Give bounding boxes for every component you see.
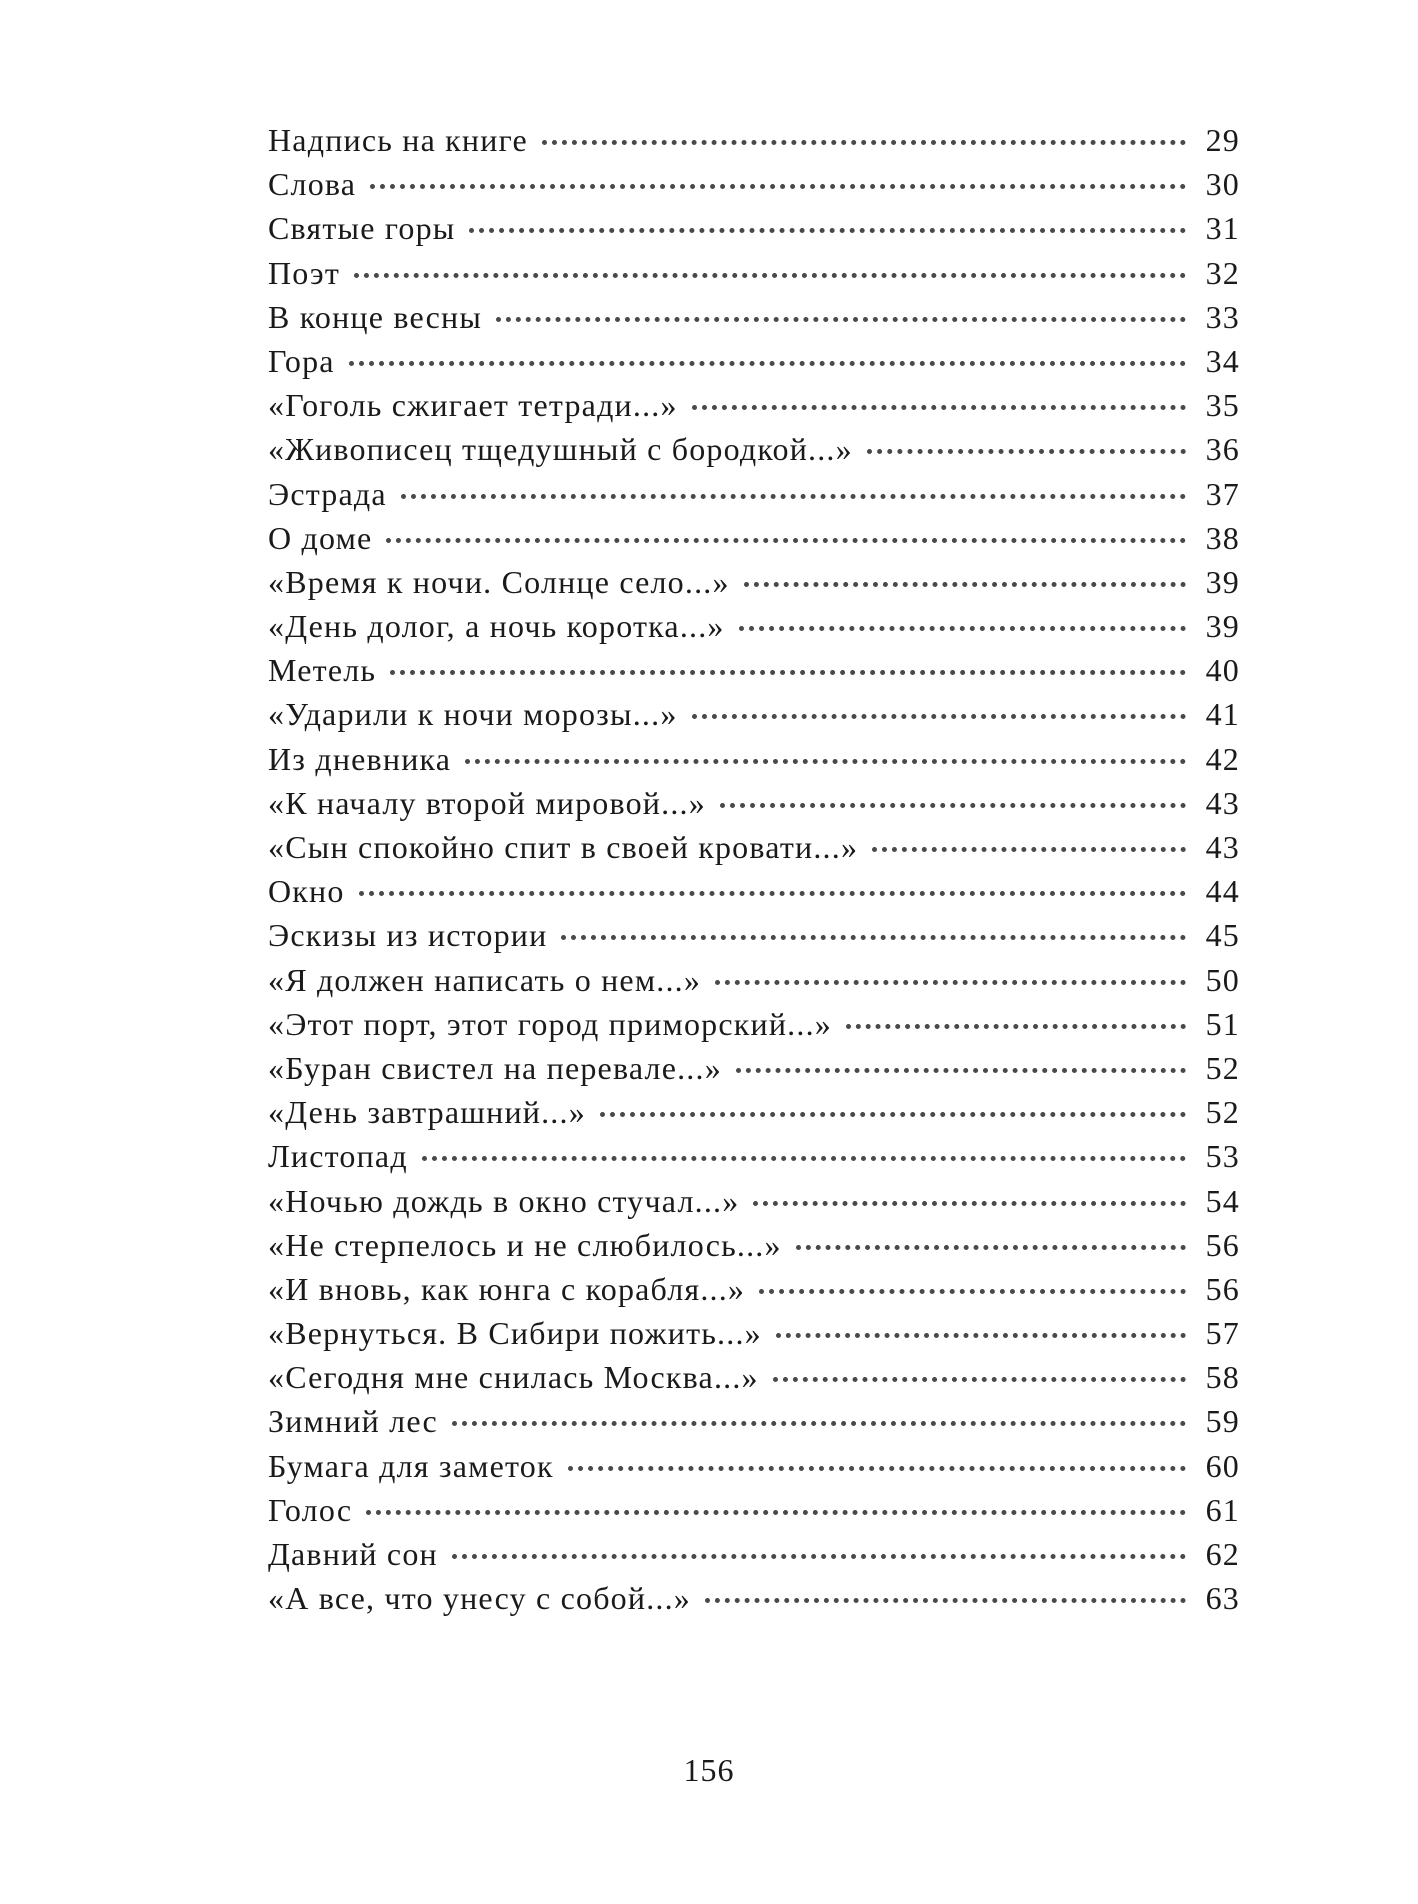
toc-entry-title: Эстрада — [268, 475, 387, 512]
toc-entry-page: 35 — [1205, 387, 1240, 424]
dot-leader — [386, 538, 1186, 543]
toc-entry-page: 36 — [1205, 431, 1240, 468]
toc-entry-title: «Не стерпелось и не слюбилось...» — [268, 1226, 782, 1263]
toc-entry-title: О доме — [268, 519, 373, 556]
toc-entry — [268, 1448, 1240, 1492]
toc-entry-page: 50 — [1205, 961, 1240, 998]
dot-leader — [469, 228, 1186, 233]
toc-entry — [268, 1183, 1240, 1227]
dot-leader — [452, 1421, 1186, 1426]
toc-entry-page: 29 — [1205, 122, 1240, 158]
toc-entry-page: 52 — [1205, 1094, 1240, 1131]
toc-entry-title: «День завтрашний...» — [268, 1094, 586, 1131]
toc-entry-title: «Ударили к ночи морозы...» — [268, 696, 678, 733]
toc-entry — [268, 1094, 1240, 1138]
toc-entry-page: 42 — [1205, 740, 1240, 777]
toc-entry-page: 30 — [1205, 166, 1240, 203]
toc-entry-page: 38 — [1205, 519, 1240, 556]
toc-entry — [268, 210, 1240, 254]
toc-entry-title: «Живописец тщедушный с бородкой...» — [268, 431, 853, 468]
toc-entry — [268, 431, 1240, 475]
toc-entry-page: 57 — [1205, 1315, 1240, 1352]
toc-entry-title: «Сын спокойно спит в своей кровати...» — [268, 829, 859, 865]
toc-entry-title: Окно — [268, 873, 345, 910]
toc-entry-page: 39 — [1205, 563, 1240, 600]
dot-leader — [715, 980, 1186, 985]
dot-leader — [600, 1112, 1186, 1117]
toc-entry — [268, 873, 1240, 917]
toc-entry — [268, 962, 1240, 1006]
toc-entry-page: 31 — [1205, 210, 1240, 247]
dot-leader — [744, 582, 1186, 587]
toc-entry — [268, 520, 1240, 564]
dot-leader — [776, 1333, 1186, 1338]
toc-entry — [268, 1315, 1240, 1359]
dot-leader — [739, 626, 1186, 631]
toc-entry-page: 33 — [1205, 298, 1240, 335]
toc-entry — [268, 166, 1240, 210]
toc-entry-title: Голос — [268, 1491, 353, 1528]
toc-entry-page: 45 — [1205, 917, 1240, 954]
dot-leader — [736, 1068, 1186, 1073]
toc-entry — [268, 299, 1240, 343]
toc-entry — [268, 829, 1240, 873]
toc-entry-page: 62 — [1205, 1536, 1240, 1572]
toc-entry — [268, 564, 1240, 608]
dot-leader — [366, 1510, 1186, 1515]
toc-entry-title: Эскизы из истории — [268, 917, 548, 954]
dot-leader — [692, 405, 1186, 410]
toc-entry-page: 52 — [1205, 1049, 1240, 1086]
dot-leader — [465, 759, 1186, 764]
toc-entry-page: 59 — [1205, 1403, 1240, 1440]
toc-entry-page: 56 — [1205, 1270, 1240, 1307]
table-of-contents — [268, 122, 1240, 1624]
toc-entry-title: «День долог, а ночь коротка...» — [268, 608, 725, 645]
dot-leader — [390, 670, 1186, 675]
toc-entry — [268, 1006, 1240, 1050]
toc-entry — [268, 1580, 1240, 1624]
toc-entry-page: 39 — [1205, 608, 1240, 645]
toc-entry-page: 43 — [1205, 829, 1240, 865]
toc-entry-title: Из дневника — [268, 740, 452, 777]
toc-entry-page: 37 — [1205, 475, 1240, 512]
toc-entry-page: 51 — [1205, 1005, 1240, 1042]
toc-entry — [268, 1536, 1240, 1580]
toc-entry — [268, 122, 1240, 166]
toc-entry-title: Бумага для заметок — [268, 1447, 554, 1484]
toc-entry — [268, 1138, 1240, 1182]
dot-leader — [872, 847, 1186, 852]
toc-entry-title: «К началу второй мировой...» — [268, 784, 706, 821]
toc-entry — [268, 1403, 1240, 1447]
dot-leader — [354, 273, 1186, 278]
toc-entry-title: «А все, что унесу с собой...» — [268, 1580, 692, 1617]
toc-entry — [268, 343, 1240, 387]
dot-leader — [846, 1024, 1186, 1029]
toc-entry-title: «Гоголь сжигает тетради...» — [268, 387, 678, 424]
toc-entry — [268, 1271, 1240, 1315]
toc-entry-title: «Ночью дождь в окно стучал...» — [268, 1182, 740, 1219]
toc-entry-page: 34 — [1205, 342, 1240, 379]
dot-leader — [422, 1156, 1186, 1161]
toc-entry — [268, 785, 1240, 829]
toc-entry-page: 56 — [1205, 1226, 1240, 1263]
toc-entry-title: Гора — [268, 342, 335, 379]
toc-entry-page: 53 — [1205, 1138, 1240, 1175]
dot-leader — [692, 714, 1186, 719]
toc-entry — [268, 1359, 1240, 1403]
toc-entry-title: «Время к ночи. Солнце село...» — [268, 563, 730, 600]
toc-entry-title: Святые горы — [268, 210, 456, 247]
toc-entry-title: «И вновь, как юнга с корабля...» — [268, 1270, 746, 1307]
toc-entry-title: Надпись на книге — [268, 122, 528, 158]
toc-entry-title: «Буран свистел на перевале...» — [268, 1049, 722, 1086]
toc-entry-title: «Я должен написать о нем...» — [268, 961, 702, 998]
toc-entry — [268, 741, 1240, 785]
toc-entry — [268, 1050, 1240, 1094]
toc-entry — [268, 608, 1240, 652]
dot-leader — [542, 140, 1186, 145]
toc-entry-page: 58 — [1205, 1359, 1240, 1396]
toc-entry-title: Метель — [268, 652, 377, 689]
toc-entry-title: «Этот порт, этот город приморский...» — [268, 1005, 832, 1042]
toc-entry-page: 44 — [1205, 873, 1240, 910]
dot-leader — [496, 317, 1186, 322]
toc-entry-page: 61 — [1205, 1491, 1240, 1528]
toc-entry-title: «Вернуться. В Сибири пожить...» — [268, 1315, 762, 1352]
toc-entry-title: Поэт — [268, 254, 341, 291]
toc-entry — [268, 476, 1240, 520]
dot-leader — [759, 1289, 1186, 1294]
dot-leader — [568, 1466, 1186, 1471]
toc-entry-title: Зимний лес — [268, 1403, 438, 1440]
toc-entry — [268, 1492, 1240, 1536]
toc-entry-page: 32 — [1205, 254, 1240, 291]
dot-leader — [705, 1598, 1186, 1603]
dot-leader — [401, 494, 1186, 499]
toc-entry-title: «Сегодня мне снилась Москва...» — [268, 1359, 759, 1396]
toc-entry — [268, 917, 1240, 961]
dot-leader — [773, 1377, 1186, 1382]
toc-entry-title: Слова — [268, 166, 357, 203]
dot-leader — [561, 935, 1186, 940]
toc-entry-page: 63 — [1205, 1580, 1240, 1617]
dot-leader — [796, 1245, 1186, 1250]
dot-leader — [720, 803, 1186, 808]
dot-leader — [753, 1201, 1186, 1206]
toc-entry-page: 54 — [1205, 1182, 1240, 1219]
toc-entry — [268, 1227, 1240, 1271]
dot-leader — [867, 449, 1186, 454]
dot-leader — [370, 184, 1186, 189]
dot-leader — [349, 361, 1186, 366]
dot-leader — [452, 1554, 1186, 1559]
toc-entry — [268, 255, 1240, 299]
page-number: 156 — [683, 1752, 735, 1788]
toc-entry-title: В конце весны — [268, 298, 483, 335]
toc-entry — [268, 387, 1240, 431]
toc-entry — [268, 696, 1240, 740]
toc-entry — [268, 652, 1240, 696]
toc-entry-page: 60 — [1205, 1447, 1240, 1484]
toc-entry-page: 40 — [1205, 652, 1240, 689]
toc-entry-page: 41 — [1205, 696, 1240, 733]
dot-leader — [359, 891, 1186, 896]
toc-entry-page: 43 — [1205, 784, 1240, 821]
toc-entry-title: Листопад — [268, 1138, 408, 1175]
toc-entry-title: Давний сон — [268, 1536, 438, 1572]
